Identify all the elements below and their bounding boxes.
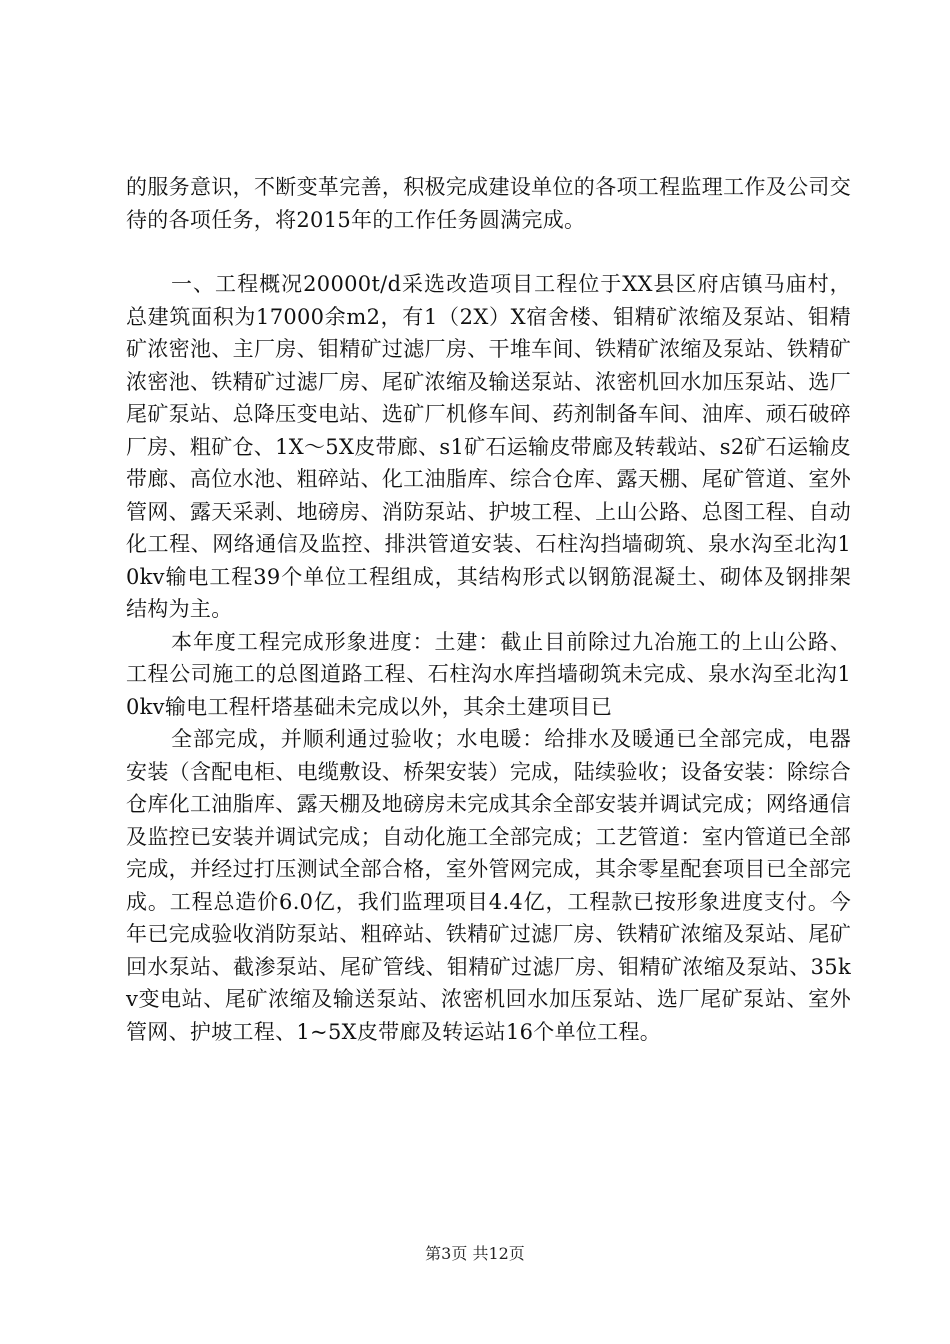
paragraph-project-overview: 一、工程概况20000t/d采选改造项目工程位于XX县区府店镇马庙村，总建筑面积为17000余m2，有1（2X）X宿舍楼、钼精矿浓缩及泵站、钼精矿浓密池、主厂房、钼精矿过滤厂房、干堆车间、铁精矿浓缩及泵站、铁精矿浓密池、铁精矿过滤厂房、尾矿浓缩及输送泵站、浓密机回水加压泵站、选厂尾矿泵站、总降压变电站、选矿厂机修车间、药剂制备车间、油库、顽石破碎厂房、粗矿仓、1X～5X皮带廊、s1矿石运输皮带廊及转载站、s2矿石运输皮带廊、高位水池、粗碎站、化工油脂库、综合仓库、露天棚、尾矿管道、室外管网、露天采剥、地磅房、消防泵站、护坡工程、上山公路、总图工程、自动化工程、网络通信及监控、排洪管道安装、石柱沟挡墙砌筑、泉水沟至北沟10kv输电工程39个单位工程组成，其结构形式以钢筋混凝土、砌体及钢排架结构为主。	[126, 272, 851, 621]
paragraph-completion: 全部完成，并顺利通过验收；水电暖：给排水及暖通已全部完成，电器安装（含配电柜、电缆敷设、桥架安装）完成，陆续验收；设备安装：除综合仓库化工油脂库、露天棚及地磅房未完成其余全部安装并调试完成；网络通信及监控已安装并调试完成；自动化施工全部完成；工艺管道：室内管道已全部完成，并经过打压测试全部合格，室外管网完成，其余零星配套项目已全部完成。工程总造价6.0亿，我们监理项目4.4亿，工程款已按形象进度支付。今年已完成验收消防泵站、粗碎站、铁精矿过滤厂房、铁精矿浓缩及泵站、尾矿回水泵站、截渗泵站、尾矿管线、钼精矿过滤厂房、钼精矿浓缩及泵站、35kv变电站、尾矿浓缩及输送泵站、浓密机回水加压泵站、选厂尾矿泵站、室外管网、护坡工程、1~5X皮带廊及转运站16个单位工程。	[126, 727, 851, 1044]
paragraph-continuation: 的服务意识，不断变革完善，积极完成建设单位的各项工程监理工作及公司交待的各项任务，将2015年的工作任务圆满完成。	[126, 175, 851, 232]
document-body	[126, 171, 851, 1048]
page-number-footer: 第3页 共12页	[425, 1244, 525, 1263]
paragraph-progress: 本年度工程完成形象进度：土建：截止目前除过九冶施工的上山公路、工程公司施工的总图道路工程、石柱沟水库挡墙砌筑未完成、泉水沟至北沟10kv输电工程杆塔基础未完成以外，其余土建项目已	[126, 629, 851, 719]
